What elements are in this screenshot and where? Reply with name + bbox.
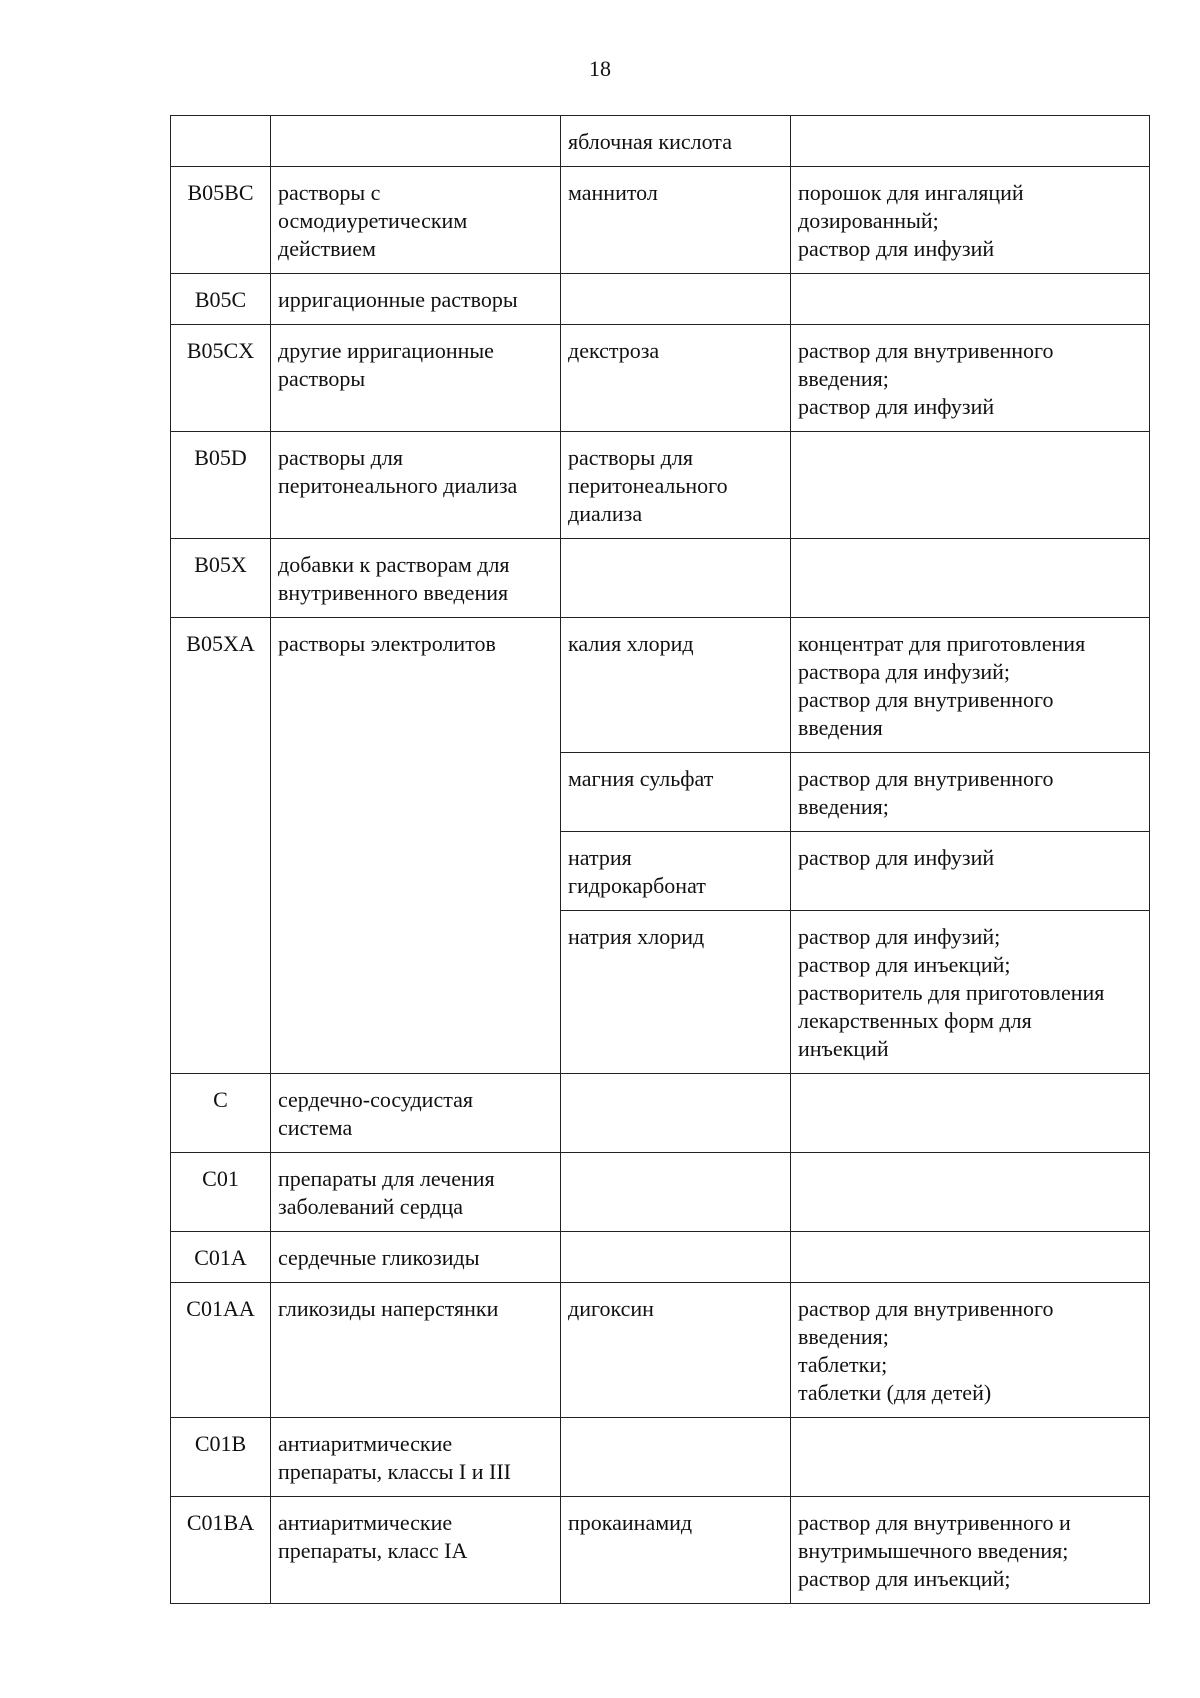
table-row xyxy=(171,1497,1150,1604)
medicine-name-cell: маннитол xyxy=(561,167,791,274)
dosage-form-cell: раствор для внутривенного введения; таблетки; таблетки (для детей) xyxy=(791,1283,1150,1418)
dosage-form-cell xyxy=(791,116,1150,167)
table-row xyxy=(171,116,1150,167)
dosage-form-cell xyxy=(791,1418,1150,1497)
table-row xyxy=(171,325,1150,432)
dosage-form-cell xyxy=(791,274,1150,325)
table-row xyxy=(171,618,1150,753)
dosage-form-cell xyxy=(791,1074,1150,1153)
dosage-form-cell: раствор для инфузий; раствор для инъекций; растворитель для приготовления лекарственных форм для инъекций xyxy=(791,911,1150,1074)
atc-code-cell: B05D xyxy=(171,432,271,539)
anatomical-therapeutic-group-cell: растворы с осмодиуретическим действием xyxy=(271,167,561,274)
anatomical-therapeutic-group-cell xyxy=(271,116,561,167)
table-row xyxy=(171,167,1150,274)
atc-code-cell: B05X xyxy=(171,539,271,618)
medicine-name-cell xyxy=(561,1418,791,1497)
dosage-form-cell xyxy=(791,1232,1150,1283)
atc-code-cell: C01 xyxy=(171,1153,271,1232)
medicine-name-cell xyxy=(561,1232,791,1283)
medicine-name-cell: декстроза xyxy=(561,325,791,432)
dosage-form-cell: раствор для внутривенного и внутримышечного введения; раствор для инъекций; xyxy=(791,1497,1150,1604)
anatomical-therapeutic-group-cell: сердечно-сосудистая система xyxy=(271,1074,561,1153)
medicine-name-cell: магния сульфат xyxy=(561,753,791,832)
anatomical-therapeutic-group-cell: препараты для лечения заболеваний сердца xyxy=(271,1153,561,1232)
atc-code-cell: B05C xyxy=(171,274,271,325)
dosage-form-cell: раствор для внутривенного введения; xyxy=(791,753,1150,832)
atc-code-cell: C01A xyxy=(171,1232,271,1283)
table-row xyxy=(171,1418,1150,1497)
medicine-name-cell: дигоксин xyxy=(561,1283,791,1418)
dosage-form-cell: раствор для инфузий xyxy=(791,832,1150,911)
atc-code-cell: C01AA xyxy=(171,1283,271,1418)
atc-code-cell: C01B xyxy=(171,1418,271,1497)
anatomical-therapeutic-group-cell: добавки к растворам для внутривенного введения xyxy=(271,539,561,618)
table-row xyxy=(171,539,1150,618)
table-body xyxy=(171,116,1150,1604)
atc-code-cell xyxy=(171,116,271,167)
medicine-name-cell xyxy=(561,274,791,325)
dosage-form-cell: концентрат для приготовления раствора для инфузий; раствор для внутривенного введения xyxy=(791,618,1150,753)
dosage-form-cell xyxy=(791,539,1150,618)
anatomical-therapeutic-group-cell: растворы электролитов xyxy=(271,618,561,1074)
anatomical-therapeutic-group-cell: растворы для перитонеального диализа xyxy=(271,432,561,539)
table-row xyxy=(171,1074,1150,1153)
medicines-table xyxy=(170,115,1150,1604)
anatomical-therapeutic-group-cell: другие ирригационные растворы xyxy=(271,325,561,432)
medicine-name-cell: растворы для перитонеального диализа xyxy=(561,432,791,539)
anatomical-therapeutic-group-cell: гликозиды наперстянки xyxy=(271,1283,561,1418)
atc-code-cell: B05CX xyxy=(171,325,271,432)
medicine-name-cell xyxy=(561,539,791,618)
atc-code-cell: C xyxy=(171,1074,271,1153)
atc-code-cell: C01BA xyxy=(171,1497,271,1604)
anatomical-therapeutic-group-cell: антиаритмические препараты, класс IA xyxy=(271,1497,561,1604)
table-row xyxy=(171,1153,1150,1232)
dosage-form-cell xyxy=(791,432,1150,539)
medicine-name-cell xyxy=(561,1074,791,1153)
medicine-name-cell xyxy=(561,1153,791,1232)
table-row xyxy=(171,274,1150,325)
medicine-name-cell: калия хлорид xyxy=(561,618,791,753)
anatomical-therapeutic-group-cell: сердечные гликозиды xyxy=(271,1232,561,1283)
anatomical-therapeutic-group-cell: антиаритмические препараты, классы I и III xyxy=(271,1418,561,1497)
medicine-name-cell: натрия хлорид xyxy=(561,911,791,1074)
table-row xyxy=(171,1283,1150,1418)
table-row xyxy=(171,1232,1150,1283)
dosage-form-cell: раствор для внутривенного введения; раствор для инфузий xyxy=(791,325,1150,432)
page-number: 18 xyxy=(589,56,611,81)
medicine-name-cell: прокаинамид xyxy=(561,1497,791,1604)
table-row xyxy=(171,432,1150,539)
anatomical-therapeutic-group-cell: ирригационные растворы xyxy=(271,274,561,325)
dosage-form-cell: порошок для ингаляций дозированный; раствор для инфузий xyxy=(791,167,1150,274)
medicine-name-cell: яблочная кислота xyxy=(561,116,791,167)
dosage-form-cell xyxy=(791,1153,1150,1232)
medicine-name-cell: натрия гидрокарбонат xyxy=(561,832,791,911)
atc-code-cell: B05XA xyxy=(171,618,271,1074)
atc-code-cell: B05BC xyxy=(171,167,271,274)
